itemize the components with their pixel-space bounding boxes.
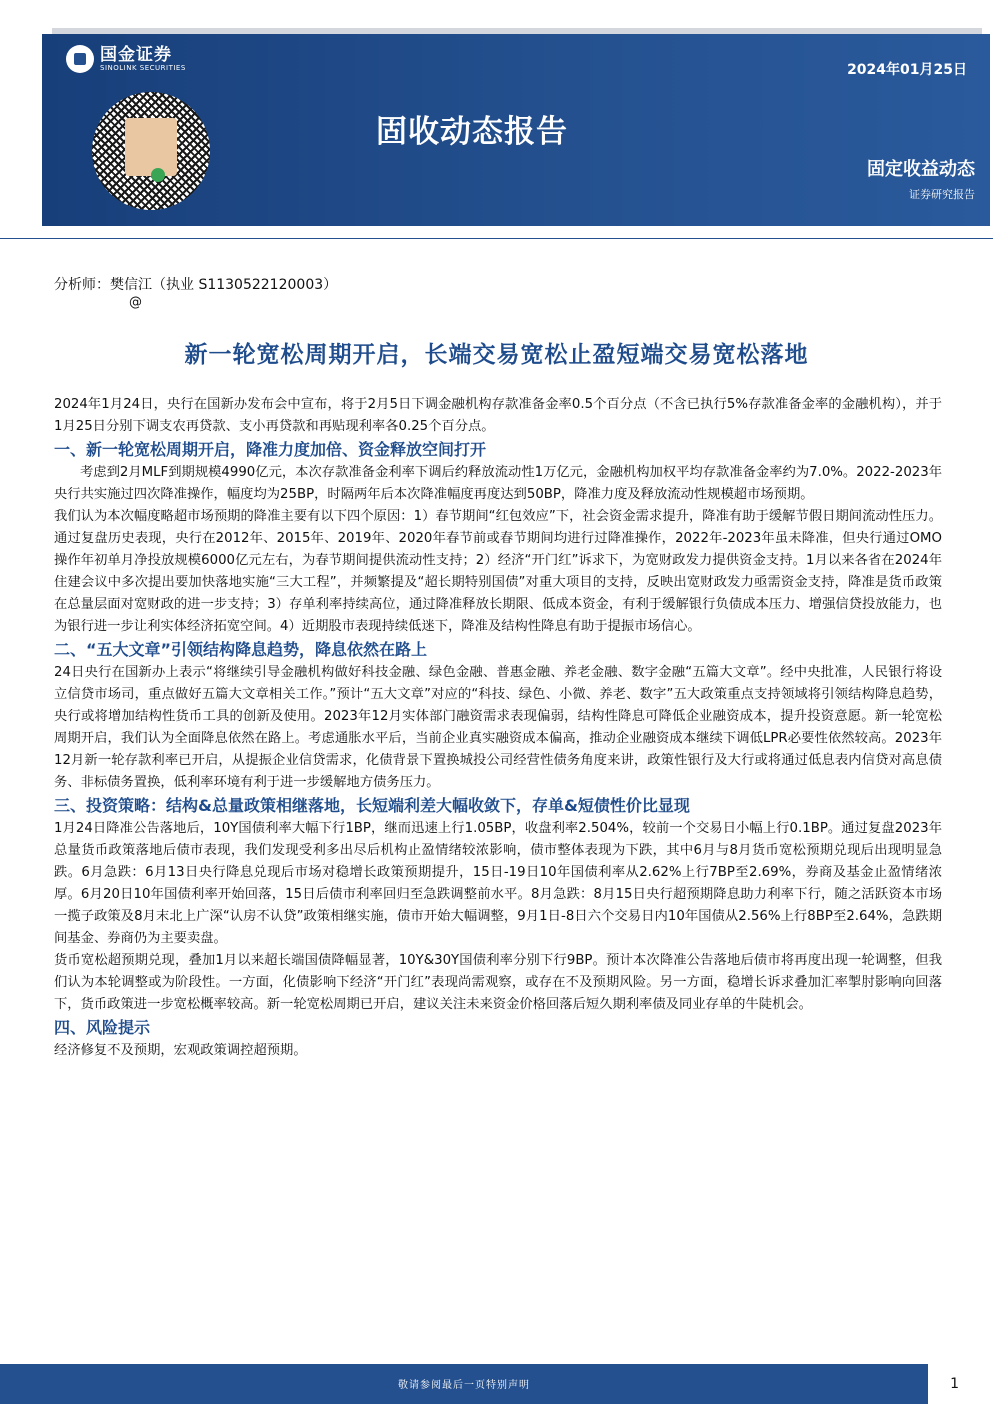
section-paragraph: 24日央行在国新办上表示“将继续引导金融机构做好科技金融、绿色金融、普惠金融、养老金融、数字金融“五篇大文章”。经中央批准，人民银行将设立信贷市场司，重点做好五篇大文章相关工作。”预计“五大文章”对应的“科技、绿色、小微、养老、数字”五大政策重点支持领域将引领结构降息趋势，央行或将增加结构性货币工具的创新及使用。2023年12月实体部门融资需求表现偏弱，结构性降息可降低企业融资成本，提升投资意愿。新一轮宽松周期开启，我们认为全面降息依然在路上。考虑通胀水平后，当前企业真实融资成本偏高，推动企业融资成本继续下调低LPR必要性依然较高。2023年12月新一轮存款利率已开启，从提振企业信贷需求，化债背景下置换城投公司经营性债务角度来讲，政策性银行及大行或将通过低息表内信贷对高息债务、非标债务置换，低利率环境有利于进一步缓解地方债务压力。 [54, 665, 942, 790]
section-paragraph: 经济修复不及预期，宏观政策调控超预期。 [54, 1043, 307, 1058]
section-heading: 三、投资策略：结构&总量政策相继落地，长短端利差大幅收敛下，存单&短债性价比显现 [54, 796, 690, 815]
section-paragraph: 1月24日降准公告落地后，10Y国债利率大幅下行1BP，继而迅速上行1.05BP，收盘利率2.504%，较前一个交易日小幅上行0.1BP。通过复盘2023年总量货币政策落地后债市表现，我们发现受利多出尽后机构止盈情绪较浓影响，债市整体表现为下跌，其中6月与8月货币宽松预期兑现后出现明显急跌。6月急跌：6月13日央行降息兑现后市场对稳增长政策预期提升，15日-19日10年国债利率从2.62%上行7BP至2.69%，券商及基金止盈情绪浓厚。6月20日10年国债利率开始回落，15日后债市利率回归至急跌调整前水平。8月急跌：8月15日央行超预期降息助力利率下行，随之活跃资本市场一揽子政策及8月末北上广深“认房不认贷”政策相继实施，债市开始大幅调整，9月1日-8日六个交易日内10年国债从2.56%上行8BP至2.64%，急跌期间基金、券商仍为主要卖盘。 [54, 821, 942, 946]
qr-center-badge [125, 118, 177, 176]
headline: 新一轮宽松周期开启，长端交易宽松止盈短端交易宽松落地 [184, 342, 809, 368]
logo-name-en: SINOLINK SECURITIES [100, 63, 186, 72]
section-paragraph: 货币宽松超预期兑现，叠加1月以来超长端国债降幅显著，10Y&30Y国债利率分别下行9BP。预计本次降准公告落地后债市将再度出现一轮调整，但我们认为本轮调整或为阶段性。一方面，化债影响下经济“开门红”表现尚需观察，或存在不及预期风险。另一方面，稳增长诉求叠加汇率掣肘影响向回落下，货币政策进一步宽松概率较高。新一轮宽松周期已开启，建议关注未来资金价格回落后短久期利率债及同业存单的牛陡机会。 [54, 953, 942, 1012]
analyst-email: @ [129, 295, 142, 310]
section-heading: 四、风险提示 [54, 1018, 151, 1037]
section-heading: 二、“五大文章”引领结构降息趋势，降息依然在路上 [54, 640, 428, 659]
report-body [54, 394, 942, 1062]
header-divider [0, 238, 993, 239]
footer-disclaimer: 敬请参阅最后一页特别声明 [398, 1380, 530, 1391]
section-heading: 一、新一轮宽松周期开启，降准力度加倍、资金释放空间打开 [54, 440, 487, 459]
logo-mark-icon [66, 45, 94, 73]
intro-paragraph: 2024年1月24日，央行在国新办发布会中宣布，将于2月5日下调金融机构存款准备金率0.5个百分点（不含已执行5%存款准备金率的金融机构），并于1月25日分别下调支农再贷款、支小再贷款和再贴现利率各0.25个百分点。 [54, 397, 942, 434]
page-number: 1 [950, 1376, 959, 1392]
section-paragraph: 考虑到2月MLF到期规模4990亿元，本次存款准备金利率下调后约释放流动性1万亿元，金融机构加权平均存款准备金率约为7.0%。2022-2023年央行共实施过四次降准操作，幅度均为25BP，时隔两年后本次降准幅度再度达到50BP，降准力度及释放流动性规模超市场预期。 [54, 465, 942, 502]
logo-name-cn: 国金证券 [100, 44, 172, 65]
report-subcategory: 证券研究报告 [909, 188, 975, 201]
analyst-info: 分析师：樊信江（执业 S1130522120003） [54, 277, 338, 293]
report-date: 2024年01月25日 [847, 62, 967, 78]
section-paragraph: 我们认为本次幅度略超市场预期的降准主要有以下四个原因：1）春节期间“红包效应”下，社会资金需求提升，降准有助于缓解节假日期间流动性压力。通过复盘历史表现，央行在2012年、2015年、2019年、2020年春节前或春节期间均进行过降准操作，2022年-2023年虽未降准，但央行通过OMO操作年初单月净投放规模6000亿元左右，为春节期间提供流动性支持；2）经济“开门红”诉求下，为宽财政发力提供资金支持。1月以来各省在2024年住建会议中多次提出要加快落地实施“三大工程”，并频繁提及“超长期特别国债”对重大项目的支持，反映出宽财政发力亟需资金支持，降准是货币政策在总量层面对宽财政的进一步支持；3）存单利率持续高位，通过降准释放长期限、低成本资金，有利于缓解银行负债成本压力、增强信贷投放能力，也为银行进一步让利实体经济拓宽空间。4）近期股市表现持续低迷下，降准及结构性降息有助于提振市场信心。 [54, 509, 942, 634]
mini-program-icon [151, 168, 165, 182]
report-title: 固收动态报告 [376, 114, 568, 150]
company-logo [66, 45, 186, 73]
report-category: 固定收益动态 [867, 159, 975, 180]
